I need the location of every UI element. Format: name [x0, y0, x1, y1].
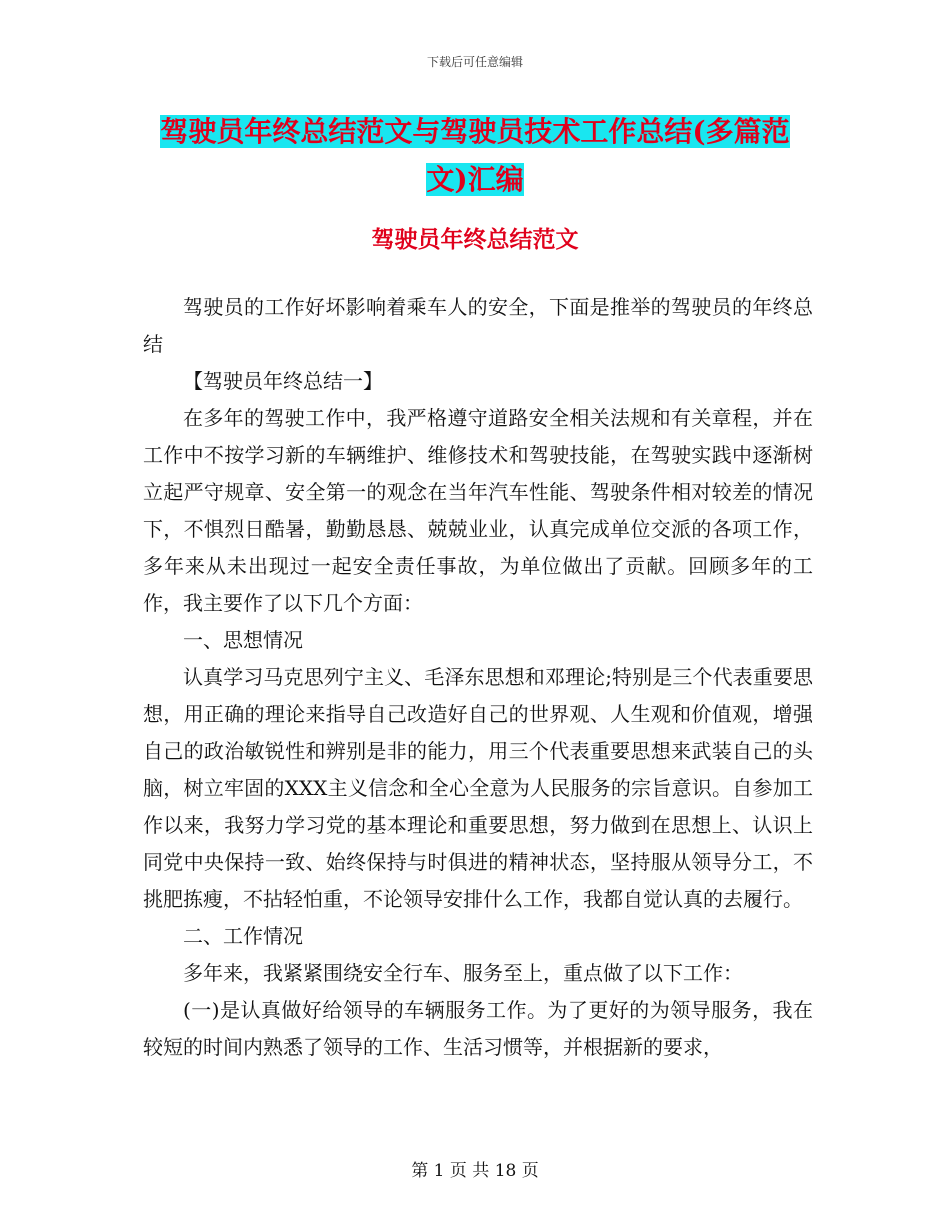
paragraph: 【驾驶员年终总结一】 [183, 369, 383, 393]
document-title-text: 驾驶员年终总结范文与驾驶员技术工作总结(多篇范文)汇编 [160, 115, 790, 196]
document-title [140, 108, 810, 204]
paragraph: (一)是认真做好给领导的车辆服务工作。为了更好的为领导服务，我在较短的时间内熟悉了领导的工作、生活习惯等，并根据新的要求， [143, 998, 813, 1059]
paragraph: 多年来，我紧紧围绕安全行车、服务至上，重点做了以下工作： [183, 961, 743, 985]
paragraph: 在多年的驾驶工作中，我严格遵守道路安全相关法规和有关章程，并在工作中不按学习新的车辆维护、维修技术和驾驶技能，在驾驶实践中逐渐树立起严守规章、安全第一的观念在当年汽车性能、驾驶条件相对较差的情况下，不惧烈日酷暑，勤勤恳恳、兢兢业业，认真完成单位交派的各项工作，多年来从未出现过一起安全责任事故，为单位做出了贡献。回顾多年的工作，我主要作了以下几个方面： [143, 406, 813, 615]
page-header: 下载后可任意编辑 [426, 55, 523, 69]
document-body [143, 289, 813, 1066]
paragraph: 认真学习马克思列宁主义、毛泽东思想和邓理论;特别是三个代表重要思想，用正确的理论来指导自己改造好自己的世界观、人生观和价值观，增强自己的政治敏锐性和辨别是非的能力，用三个代表重要思想来武装自己的头脑，树立牢固的XXX主义信念和全心全意为人民服务的宗旨意识。自参加工作以来，我努力学习党的基本理论和重要思想，努力做到在思想上、认识上同党中央保持一致、始终保持与时俱进的精神状态，坚持服从领导分工，不挑肥拣瘦，不拈轻怕重，不论领导安排什么工作，我都自觉认真的去履行。 [143, 665, 813, 911]
section-title: 驾驶员年终总结范文 [371, 226, 579, 253]
paragraph: 一、思想情况 [183, 628, 303, 652]
paragraph: 驾驶员的工作好坏影响着乘车人的安全，下面是推举的驾驶员的年终总结 [143, 295, 813, 356]
page-footer: 第 1 页 共 18 页 [411, 1161, 539, 1181]
paragraph: 二、工作情况 [183, 924, 303, 948]
